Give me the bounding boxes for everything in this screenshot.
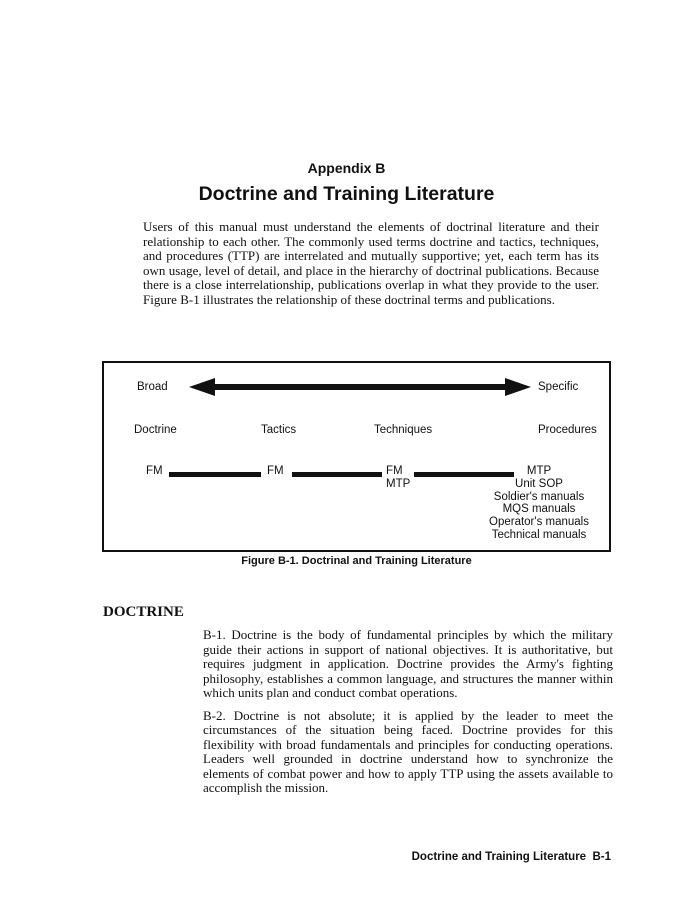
- procedures-pub: Soldier's manuals: [493, 490, 585, 503]
- category-tactics: Tactics: [261, 424, 297, 436]
- techniques-pub: FM: [386, 465, 403, 477]
- section-body: [203, 628, 613, 796]
- connector-line: [169, 472, 261, 477]
- connector-line: [292, 472, 382, 477]
- doctrine-pub: FM: [146, 465, 163, 477]
- category-procedures: Procedures: [538, 424, 597, 436]
- procedures-pub: MQS manuals: [502, 503, 576, 516]
- appendix-label: Appendix B: [307, 160, 386, 176]
- intro-paragraph: Users of this manual must understand the elements of doctrinal literature and their relationship to each other. The commonly used terms doctrine and tactics, techniques, and procedures (TTP) are interrelated and mutually supportive; yet, each term has its own usage, level of detail, and place in the hierarchy of doctrinal publications. Because there is a close interrelationship, publications overlap in what they provide to the user. Figure B-1 illustrates the relationship of these doctrinal terms and publications.: [143, 219, 599, 307]
- specific-label: Specific: [538, 381, 579, 393]
- tactics-pub: FM: [267, 465, 284, 477]
- procedures-pub: Operator's manuals: [489, 516, 589, 529]
- double-arrow-icon: [189, 377, 531, 397]
- procedures-pub: MTP: [526, 465, 552, 477]
- procedures-pub: Unit SOP: [515, 477, 563, 490]
- figure-caption: Figure B-1. Doctrinal and Training Literature: [241, 555, 472, 567]
- paragraph-b1: B-1. Doctrine is the body of fundamental principles by which the military guide their actions in support of national objectives. It is authoritative, but requires judgment in application. Doctrine provides the Army's fighting philosophy, establishes a common language, and structures the manner within which units plan and conduct combat operations.: [203, 627, 613, 700]
- figure-b1: [102, 361, 611, 552]
- procedures-pub: Technical manuals: [491, 528, 587, 541]
- section-heading: DOCTRINE: [103, 604, 184, 620]
- page-footer: Doctrine and Training Literature B-1: [411, 851, 611, 863]
- page-title: Doctrine and Training Literature: [198, 183, 495, 205]
- broad-label: Broad: [137, 381, 168, 393]
- category-techniques: Techniques: [374, 424, 433, 436]
- paragraph-b2: B-2. Doctrine is not absolute; it is applied by the leader to meet the circumstances of the situation being faced. Doctrine provides for this flexibility with broad fundamentals and principles for conducting operations. Leaders well grounded in doctrine understand how to synchronize the elements of combat power and how to apply TTP using the assets available to accomplish the mission.: [203, 707, 613, 795]
- techniques-pub: MTP: [386, 477, 411, 490]
- category-doctrine: Doctrine: [134, 424, 177, 436]
- techniques-pubs: [386, 465, 410, 490]
- procedures-pubs: [484, 465, 594, 542]
